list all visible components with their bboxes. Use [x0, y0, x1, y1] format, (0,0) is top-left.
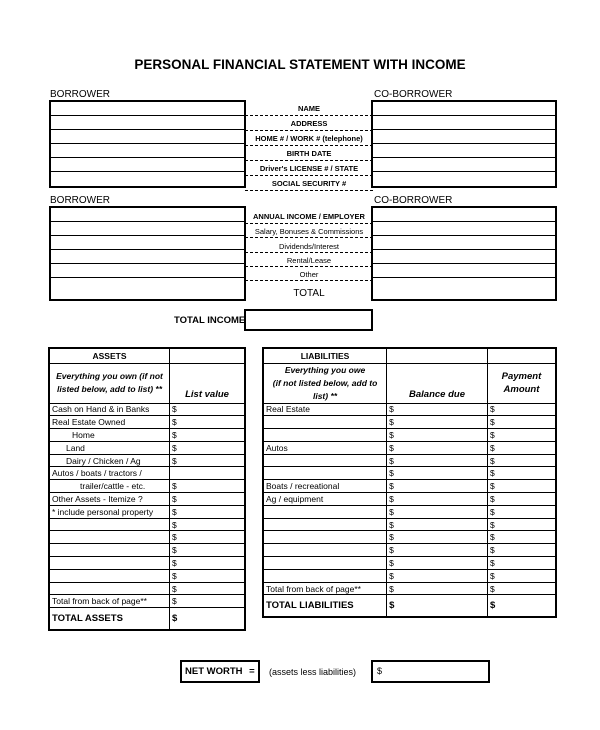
dollar-sign: $ — [489, 532, 495, 543]
payment-field[interactable] — [487, 544, 556, 557]
table-row — [49, 467, 245, 480]
table-row — [49, 518, 245, 531]
table-row — [263, 518, 556, 531]
label-dividends: Dividends/Interest — [245, 238, 373, 253]
liabilities-header-blank — [487, 348, 556, 363]
assets-header: ASSETS — [49, 348, 170, 363]
liability-label-field[interactable] — [263, 454, 387, 467]
borrower-label-2: BORROWER — [50, 195, 110, 206]
dollar-sign: $ — [389, 404, 394, 415]
liability-label-field[interactable] — [263, 544, 387, 557]
dollar-sign: $ — [389, 532, 394, 543]
table-row — [49, 480, 245, 493]
balance-field[interactable] — [387, 544, 488, 557]
dollar-sign: $ — [172, 429, 177, 440]
dollar-sign: $ — [172, 493, 177, 504]
borrower-name-field[interactable] — [51, 102, 244, 116]
dollar-sign: $ — [489, 493, 495, 504]
table-row — [263, 480, 556, 493]
payment-field[interactable] — [487, 467, 556, 480]
borrower-ssn-field[interactable] — [51, 172, 244, 186]
table-row — [49, 595, 245, 608]
balance-field[interactable] — [387, 518, 488, 531]
liabilities-table — [262, 347, 557, 618]
liabilities-subheader-line1: Everything you owe — [284, 364, 366, 375]
list-value-header: List value — [170, 363, 245, 403]
asset-label: Other Assets - Itemize ? — [49, 493, 170, 506]
table-row — [263, 569, 556, 582]
balance-due-header: Balance due — [387, 363, 488, 403]
asset-label: Autos / boats / tractors / — [49, 467, 170, 480]
liability-label-field[interactable] — [263, 518, 387, 531]
dollar-sign: $ — [172, 613, 178, 624]
liability-label: Ag / equipment — [263, 493, 387, 506]
borrower-birthdate-field[interactable] — [51, 144, 244, 158]
asset-value-field[interactable] — [170, 467, 245, 480]
dollar-sign: $ — [389, 557, 394, 568]
asset-value-field[interactable] — [170, 429, 245, 442]
label-birthdate: BIRTH DATE — [245, 146, 373, 161]
table-row — [263, 505, 556, 518]
borrower-dividends-field[interactable] — [51, 236, 244, 250]
dollar-sign: $ — [389, 600, 395, 612]
dollar-sign: $ — [172, 442, 177, 453]
borrower-label-1: BORROWER — [50, 89, 110, 100]
balance-field[interactable] — [387, 493, 488, 506]
table-row — [49, 582, 245, 595]
balance-field[interactable] — [387, 416, 488, 429]
total-assets-value[interactable] — [170, 608, 245, 630]
borrower-other-field[interactable] — [51, 264, 244, 278]
co-borrower-total-field[interactable] — [373, 278, 555, 299]
payment-field[interactable] — [487, 429, 556, 442]
payment-field[interactable] — [487, 441, 556, 454]
balance-field[interactable] — [387, 454, 488, 467]
liability-label-field[interactable] — [263, 416, 387, 429]
total-assets-row — [49, 608, 245, 630]
payment-amount-header: Payment Amount — [487, 363, 556, 403]
co-borrower-address-field[interactable] — [373, 116, 555, 130]
dollar-sign: $ — [389, 442, 394, 453]
table-row — [49, 493, 245, 506]
dollar-sign: $ — [389, 429, 394, 440]
dollar-sign: $ — [489, 545, 495, 556]
asset-value-field[interactable] — [170, 441, 245, 454]
dollar-sign: $ — [389, 468, 394, 479]
dollar-sign: $ — [489, 600, 496, 612]
asset-value-field[interactable] — [170, 480, 245, 493]
dollar-sign: $ — [389, 506, 394, 517]
liability-label-field[interactable] — [263, 467, 387, 480]
asset-label: Home — [49, 429, 170, 442]
label-address: ADDRESS — [245, 116, 373, 131]
payment-field[interactable] — [487, 454, 556, 467]
liability-label-field[interactable] — [263, 429, 387, 442]
dollar-sign: $ — [389, 583, 394, 594]
dollar-sign: $ — [172, 557, 177, 568]
liability-label: Autos — [263, 441, 387, 454]
dollar-sign: $ — [172, 404, 177, 415]
page-title: PERSONAL FINANCIAL STATEMENT WITH INCOME — [134, 57, 466, 72]
table-row — [263, 467, 556, 480]
table-row — [49, 557, 245, 570]
borrower-phone-field[interactable] — [51, 130, 244, 144]
liability-label: Real Estate — [263, 403, 387, 416]
co-borrower-ssn-field[interactable] — [373, 172, 555, 186]
table-row — [49, 416, 245, 429]
dollar-sign: $ — [172, 455, 177, 466]
dollar-sign: $ — [172, 506, 177, 517]
asset-value-field[interactable] — [170, 416, 245, 429]
asset-value-field[interactable] — [170, 557, 245, 570]
table-row — [263, 493, 556, 506]
asset-value-field[interactable] — [170, 531, 245, 544]
dollar-sign: $ — [172, 596, 177, 607]
table-row — [263, 441, 556, 454]
label-name: NAME — [245, 102, 373, 116]
equals-sign: = — [249, 666, 255, 677]
total-liabilities-row — [263, 595, 556, 617]
liability-label-field[interactable] — [263, 505, 387, 518]
co-borrower-phone-field[interactable] — [373, 130, 555, 144]
dollar-sign: $ — [489, 583, 495, 594]
table-row — [49, 441, 245, 454]
net-worth-field[interactable] — [371, 660, 490, 683]
asset-value-field[interactable] — [170, 518, 245, 531]
income-labels — [245, 210, 373, 303]
balance-field[interactable] — [387, 441, 488, 454]
table-row — [263, 429, 556, 442]
total-payment-value[interactable] — [487, 595, 556, 617]
liabilities-subheader — [263, 363, 387, 403]
dollar-sign: $ — [389, 545, 394, 556]
total-income-field[interactable] — [244, 309, 373, 331]
co-borrower-birthdate-field[interactable] — [373, 144, 555, 158]
asset-value-field[interactable] — [170, 582, 245, 595]
table-row — [49, 454, 245, 467]
table-row — [49, 429, 245, 442]
balance-field[interactable] — [387, 467, 488, 480]
assets-header-blank — [170, 348, 245, 363]
payment-field[interactable] — [487, 416, 556, 429]
borrower-total-field[interactable] — [51, 278, 244, 299]
co-borrower-label-1: CO-BORROWER — [374, 89, 453, 100]
co-borrower-label-2: CO-BORROWER — [374, 195, 453, 206]
asset-value-field[interactable] — [170, 595, 245, 608]
payment-field[interactable] — [487, 518, 556, 531]
dollar-sign: $ — [489, 417, 495, 428]
payment-field[interactable] — [487, 557, 556, 570]
dollar-sign: $ — [489, 442, 495, 453]
label-rental: Rental/Lease — [245, 253, 373, 267]
table-row — [263, 454, 556, 467]
total-liabilities-label: TOTAL LIABILITIES — [263, 595, 387, 617]
dollar-sign: $ — [389, 481, 394, 492]
table-row — [49, 505, 245, 518]
balance-field[interactable] — [387, 403, 488, 416]
payment-field[interactable] — [487, 403, 556, 416]
asset-value-field[interactable] — [170, 505, 245, 518]
co-borrower-other-field[interactable] — [373, 264, 555, 278]
payment-field[interactable] — [487, 505, 556, 518]
dollar-sign: $ — [172, 583, 177, 594]
dollar-sign: $ — [489, 468, 495, 479]
dollar-sign: $ — [489, 455, 495, 466]
asset-label-field[interactable] — [49, 544, 170, 557]
asset-label: Land — [49, 441, 170, 454]
dollar-sign: $ — [489, 557, 495, 568]
dollar-sign: $ — [172, 545, 177, 556]
balance-field[interactable] — [387, 557, 488, 570]
payment-field[interactable] — [487, 569, 556, 582]
asset-label: Real Estate Owned — [49, 416, 170, 429]
table-row — [49, 531, 245, 544]
asset-value-field[interactable] — [170, 454, 245, 467]
payment-field[interactable] — [487, 582, 556, 595]
dollar-sign: $ — [172, 417, 177, 428]
dollar-sign: $ — [489, 429, 495, 440]
table-row — [49, 403, 245, 416]
payment-field[interactable] — [487, 531, 556, 544]
liability-label: Boats / recreational — [263, 480, 387, 493]
dollar-sign: $ — [377, 666, 383, 676]
label-salary: Salary, Bonuses & Commissions — [245, 224, 373, 238]
dollar-sign: $ — [389, 570, 394, 581]
borrower-license-field[interactable] — [51, 158, 244, 172]
dollar-sign: $ — [489, 570, 495, 581]
table-row — [263, 531, 556, 544]
table-row — [263, 582, 556, 595]
co-borrower-salary-field[interactable] — [373, 222, 555, 236]
label-total: TOTAL — [293, 288, 325, 299]
personal-labels — [245, 102, 373, 191]
liability-label: Total from back of page** — [263, 582, 387, 595]
dollar-sign: $ — [489, 481, 495, 492]
co-borrower-dividends-field[interactable] — [373, 236, 555, 250]
borrower-rental-field[interactable] — [51, 250, 244, 264]
asset-label: Dairy / Chicken / Ag — [49, 454, 170, 467]
net-worth-label: NET WORTH — [185, 666, 243, 677]
dollar-sign: $ — [389, 455, 394, 466]
liability-label-field[interactable] — [263, 557, 387, 570]
dollar-sign: $ — [172, 519, 177, 530]
total-income-label: TOTAL INCOME — [174, 315, 246, 326]
asset-label-field[interactable] — [49, 518, 170, 531]
table-row — [49, 544, 245, 557]
dollar-sign: $ — [389, 417, 394, 428]
borrower-salary-field[interactable] — [51, 222, 244, 236]
asset-value-field[interactable] — [170, 569, 245, 582]
label-license: Driver's LICENSE # / STATE — [245, 161, 373, 176]
liability-label-field[interactable] — [263, 569, 387, 582]
balance-field[interactable] — [387, 569, 488, 582]
liabilities-header: LIABILITIES — [263, 348, 387, 363]
net-worth-note: (assets less liabilities) — [269, 667, 357, 677]
table-row — [263, 403, 556, 416]
label-ssn: SOCIAL SECURITY # — [245, 176, 373, 191]
asset-label-field[interactable] — [49, 569, 170, 582]
dollar-sign: $ — [172, 481, 177, 492]
dollar-sign: $ — [489, 506, 495, 517]
dollar-sign: $ — [389, 519, 394, 530]
dollar-sign: $ — [489, 404, 495, 415]
asset-label-field[interactable] — [49, 557, 170, 570]
asset-value-field[interactable] — [170, 493, 245, 506]
total-assets-label: TOTAL ASSETS — [49, 608, 170, 630]
label-other: Other — [245, 267, 373, 281]
table-row — [49, 569, 245, 582]
assets-table — [48, 347, 246, 631]
balance-field[interactable] — [387, 531, 488, 544]
borrower-address-field[interactable] — [51, 116, 244, 130]
borrower-personal-grid — [49, 100, 246, 188]
balance-field[interactable] — [387, 429, 488, 442]
asset-label: Total from back of page** — [49, 595, 170, 608]
asset-label-field[interactable] — [49, 531, 170, 544]
label-annual-income: ANNUAL INCOME / EMPLOYER — [245, 210, 373, 224]
payment-field[interactable] — [487, 493, 556, 506]
balance-field[interactable] — [387, 480, 488, 493]
co-borrower-income-grid — [371, 206, 557, 301]
liabilities-subheader-line2: (if not listed below, add to list) ** — [272, 377, 378, 401]
co-borrower-name-field[interactable] — [373, 102, 555, 116]
dollar-sign: $ — [172, 532, 177, 543]
table-row — [263, 544, 556, 557]
dollar-sign: $ — [489, 519, 495, 530]
borrower-income-grid — [49, 206, 246, 301]
table-row — [263, 416, 556, 429]
total-balance-value[interactable] — [387, 595, 488, 617]
asset-value-field[interactable] — [170, 544, 245, 557]
co-borrower-employer-field[interactable] — [373, 208, 555, 222]
asset-label: trailer/cattle - etc. — [49, 480, 170, 493]
borrower-employer-field[interactable] — [51, 208, 244, 222]
assets-subheader: Everything you own (if not listed below, add to list) ** — [49, 363, 170, 403]
asset-label: * include personal property — [49, 505, 170, 518]
liability-label-field[interactable] — [263, 531, 387, 544]
dollar-sign: $ — [389, 493, 394, 504]
asset-label: Cash on Hand & in Banks — [49, 403, 170, 416]
co-borrower-rental-field[interactable] — [373, 250, 555, 264]
balance-field[interactable] — [387, 582, 488, 595]
net-worth-box — [180, 660, 260, 683]
payment-field[interactable] — [487, 480, 556, 493]
table-row — [263, 557, 556, 570]
asset-label-field[interactable] — [49, 582, 170, 595]
balance-field[interactable] — [387, 505, 488, 518]
co-borrower-personal-grid — [371, 100, 557, 188]
co-borrower-license-field[interactable] — [373, 158, 555, 172]
label-phone: HOME # / WORK # (telephone) — [245, 131, 373, 146]
dollar-sign: $ — [172, 570, 177, 581]
asset-value-field[interactable] — [170, 403, 245, 416]
liabilities-header-blank — [387, 348, 488, 363]
